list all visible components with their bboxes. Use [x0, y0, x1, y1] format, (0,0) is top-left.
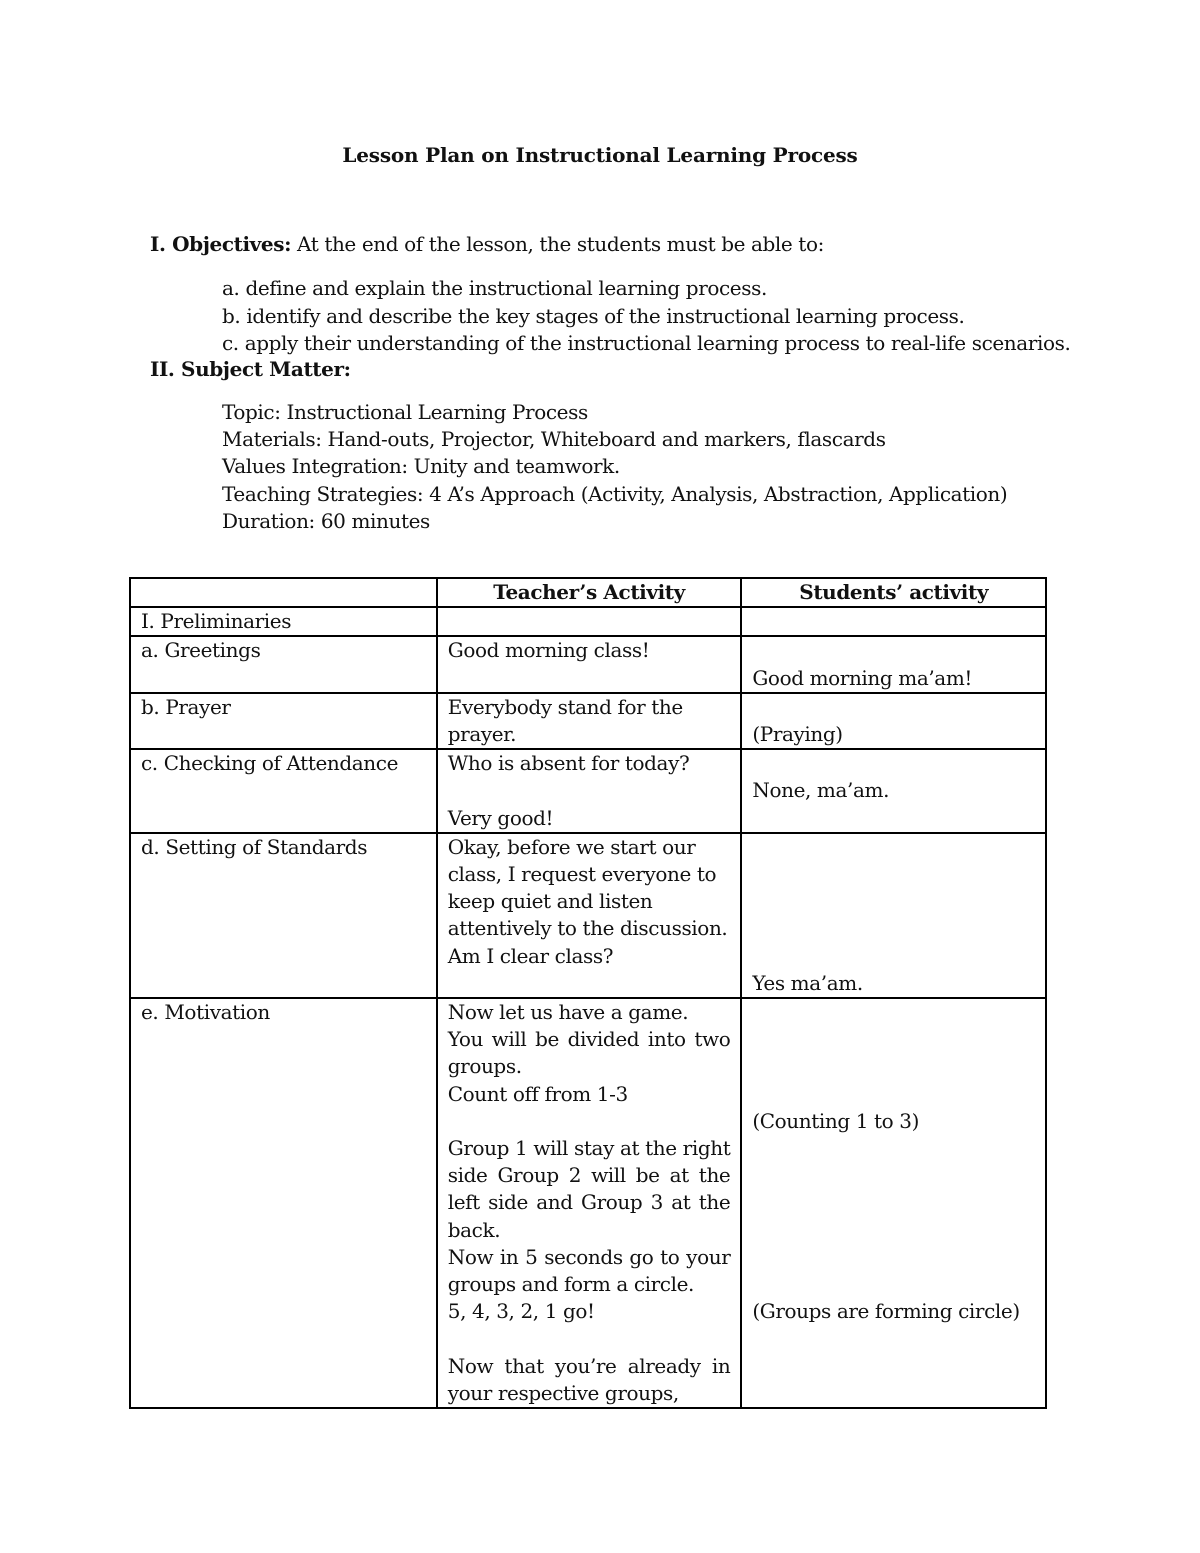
table-header-teacher: Teacher’s Activity — [437, 578, 742, 607]
lesson-activity-table — [129, 577, 1047, 1409]
teacher-activity: Who is absent for today? Very good! — [437, 749, 742, 833]
teacher-activity: Now let us have a game. You will be divided into two groups. Count off from 1-3 Group 1 will stay at the right side Group 2 will be at the left side and Group 3 at the back. Now in 5 seconds go to your groups and form a circle. 5, 4, 3, 2, 1 go! Now that you’re already in your respective groups, — [437, 998, 742, 1408]
subject-matter-item: Materials: Hand-outs, Projector, Whiteboard and markers, flascards — [222, 427, 886, 452]
student-activity: (Counting 1 to 3) (Groups are forming circle) — [741, 998, 1046, 1408]
objectives-heading: I. Objectives: — [150, 232, 292, 256]
objectives-list — [222, 275, 1070, 358]
subject-matter-item: Topic: Instructional Learning Process — [222, 400, 588, 424]
row-label: a. Greetings — [130, 636, 437, 692]
subject-matter-list — [222, 399, 1007, 535]
objectives-intro: At the end of the lesson, the students must be able to: — [297, 232, 824, 256]
teacher-activity: Okay, before we start our class, I request everyone to keep quiet and listen attentively to the discussion. Am I clear class? — [437, 833, 742, 998]
table-header-row — [130, 578, 1046, 607]
row-label: c. Checking of Attendance — [130, 749, 437, 833]
row-label: d. Setting of Standards — [130, 833, 437, 998]
subject-matter-item: Teaching Strategies: 4 A’s Approach (Activity, Analysis, Abstraction, Application) — [222, 481, 1008, 506]
row-label: e. Motivation — [130, 998, 437, 1408]
subject-matter-section — [150, 357, 351, 381]
student-activity: (Praying) — [741, 693, 1046, 749]
table-row — [130, 636, 1046, 692]
student-activity: Yes ma’am. — [741, 833, 1046, 998]
objective-item: a. define and explain the instructional learning process. — [222, 276, 767, 300]
objective-item: b. identify and describe the key stages of the instructional learning process. — [222, 303, 965, 328]
student-activity: None, ma’am. — [741, 749, 1046, 833]
empty-cell — [741, 607, 1046, 636]
subject-matter-item: Values Integration: Unity and teamwork. — [222, 454, 620, 479]
table-row — [130, 998, 1046, 1408]
empty-cell — [437, 607, 742, 636]
table-header-cell — [130, 578, 437, 607]
teacher-activity: Good morning class! — [437, 636, 742, 692]
objective-item: c. apply their understanding of the instructional learning process to real-life scenarios. — [222, 331, 1071, 355]
table-section-row — [130, 607, 1046, 636]
student-activity: Good morning ma’am! — [741, 636, 1046, 692]
table-header-students: Students’ activity — [741, 578, 1046, 607]
subject-matter-heading: II. Subject Matter: — [150, 357, 351, 381]
objectives-section — [150, 232, 824, 256]
table-row — [130, 749, 1046, 833]
table-row — [130, 693, 1046, 749]
document-title: Lesson Plan on Instructional Learning Process — [342, 143, 858, 167]
subject-matter-item: Duration: 60 minutes — [222, 508, 430, 533]
row-label: b. Prayer — [130, 693, 437, 749]
section-label: I. Preliminaries — [130, 607, 437, 636]
teacher-activity: Everybody stand for the prayer. — [437, 693, 742, 749]
table-row — [130, 833, 1046, 998]
